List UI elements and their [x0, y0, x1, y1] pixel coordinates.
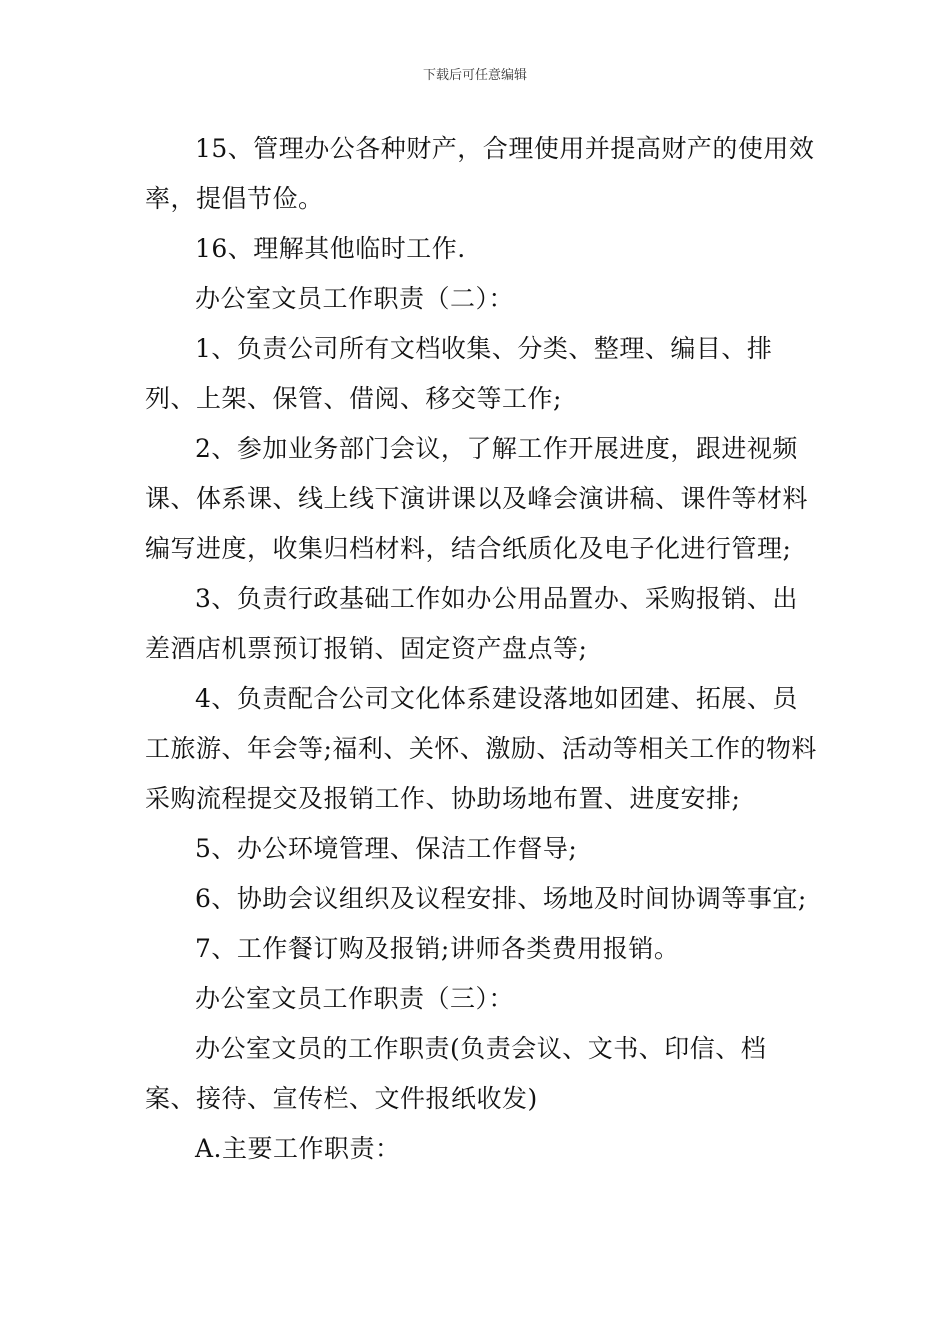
paragraph-item-15: 15、管理办公各种财产，合理使用并提高财产的使用效率，提倡节俭。 [145, 134, 815, 213]
paragraph-item-2: 2、参加业务部门会议，了解工作开展进度，跟进视频课、体系课、线上线下演讲课以及峰会演讲稿、课件等材料编写进度，收集归档材料，结合纸质化及电子化进行管理; [145, 434, 809, 563]
paragraph-item-4: 4、负责配合公司文化体系建设落地如团建、拓展、员工旅游、年会等;福利、关怀、激励、活动等相关工作的物料采购流程提交及报销工作、协助场地布置、进度安排; [145, 684, 817, 813]
paragraph-item-3: 3、负责行政基础工作如办公用品置办、采购报销、出差酒店机票预订报销、固定资产盘点等; [145, 584, 798, 663]
paragraph-item-1: 1、负责公司所有文档收集、分类、整理、编目、排列、上架、保管、借阅、移交等工作; [145, 334, 773, 413]
section-heading-3: 办公室文员工作职责（三）： [195, 984, 515, 1013]
page-header-note: 下载后可任意编辑 [422, 68, 527, 83]
subheading-a: A.主要工作职责： [195, 1134, 401, 1163]
section-heading-2: 办公室文员工作职责（二）： [195, 284, 515, 313]
paragraph-item-7: 7、工作餐订购及报销;讲师各类费用报销。 [195, 934, 680, 963]
document-body [145, 124, 817, 1174]
paragraph-intro: 办公室文员的工作职责(负责会议、文书、印信、档案、接待、宣传栏、文件报纸收发) [145, 1034, 767, 1113]
paragraph-item-6: 6、协助会议组织及议程安排、场地及时间协调等事宜; [195, 884, 807, 913]
paragraph-item-5: 5、办公环境管理、保洁工作督导; [195, 834, 578, 863]
paragraph-item-16: 16、理解其他临时工作. [195, 234, 466, 263]
